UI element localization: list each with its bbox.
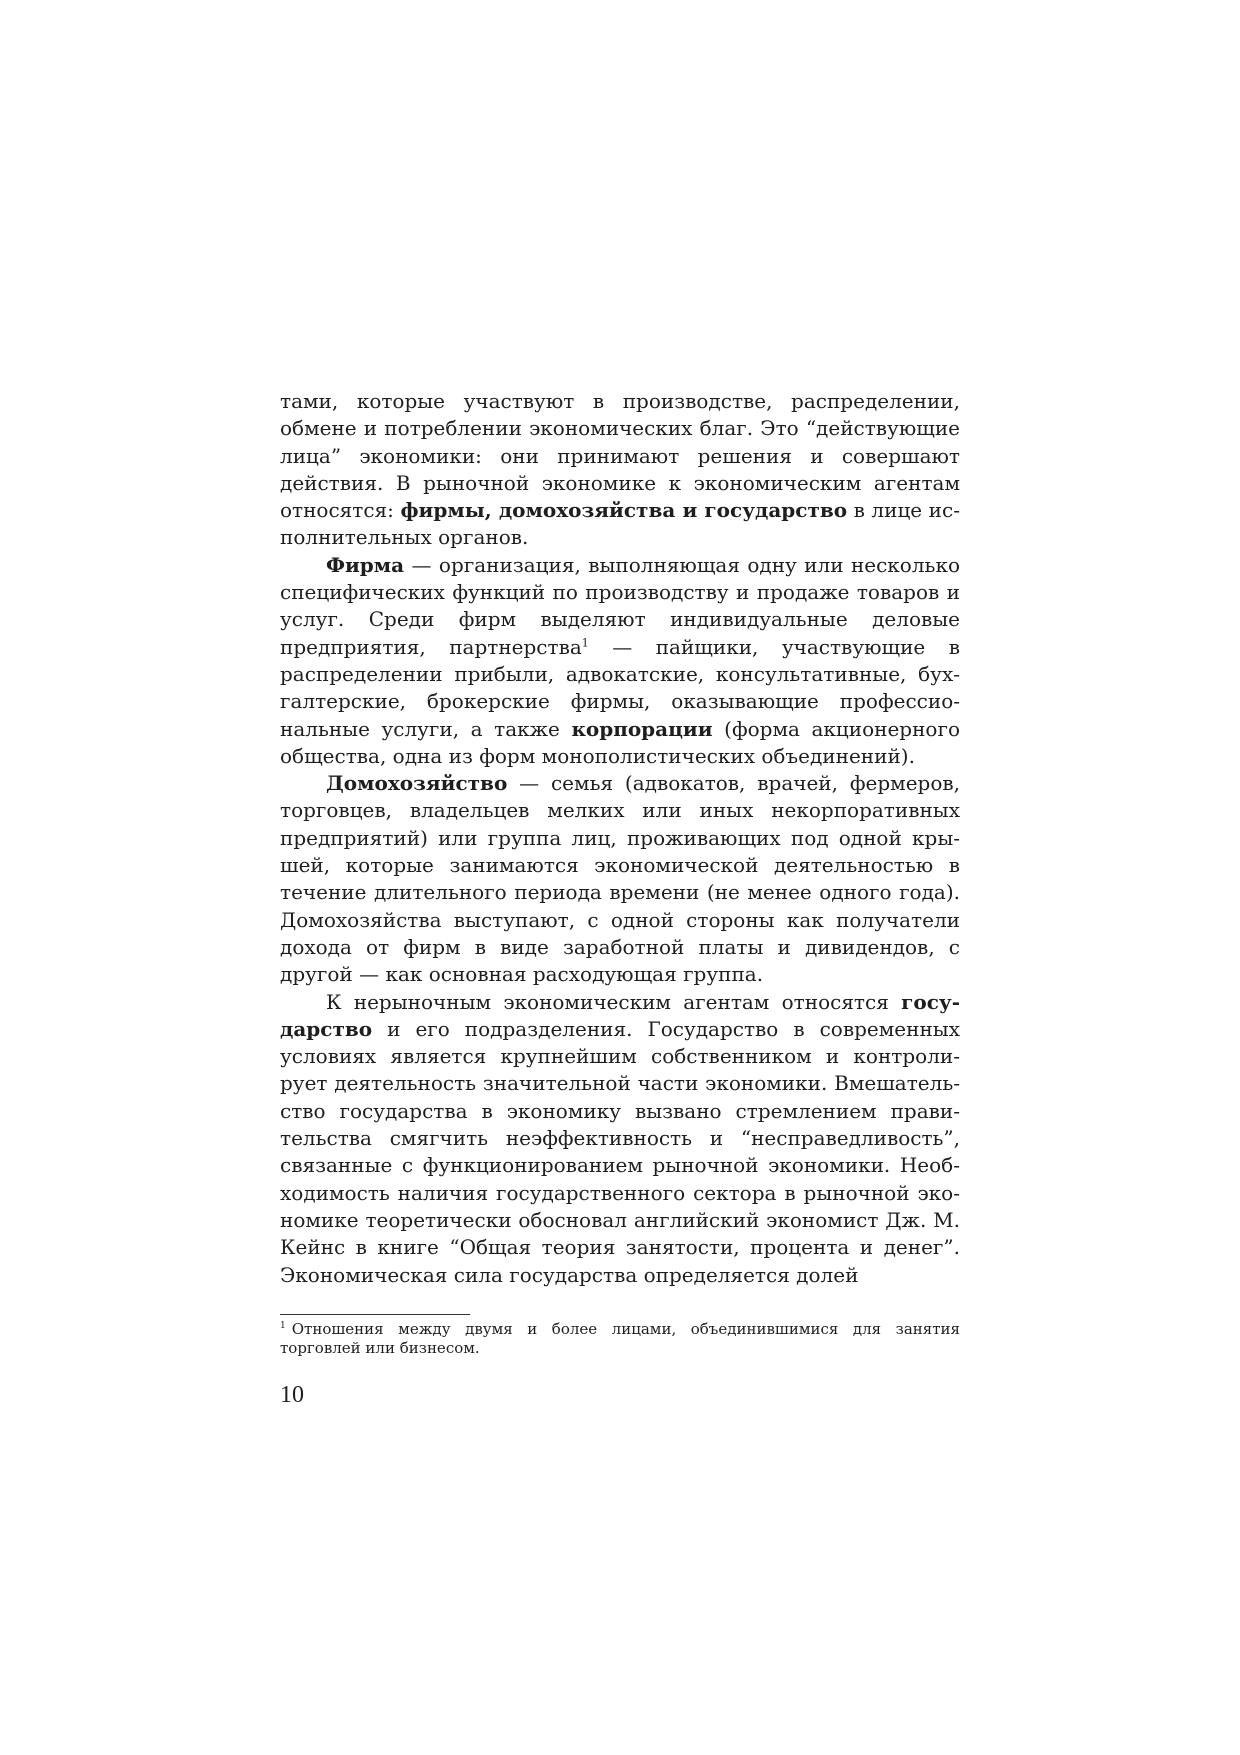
footnote-number: 1 [280,1321,286,1331]
footnote [280,1320,960,1358]
body-text [280,388,960,1289]
paragraph-household: Домохозяйство — семья (адвокатов, врачей, фермеров, торговцев, владельцев мелких или иных некорпоративных предприятий) или группа лиц, проживающих под одной крышей, которые занимаются экономической деятельностью в течение длительного периода времени (не менее одного года). Домохозяйства выступают, с одной стороны как получатели дохода от фирм в виде заработной платы и дивидендов, с другой — как основная расходующая группа. [280,771,960,987]
footnote-reference: 1 [581,636,589,650]
paragraph-state: К нерыночным экономическим агентам относятся государство и его подразделения. Государство в современных условиях является крупнейшим собственником и контролирует деятельность значительной части экономики. Вмешательство государства в экономику вызвано стремлением правительства смягчить неэффективность и “несправедливость”, связанные с функционированием рыночной экономики. Необходимость наличия государственного сектора в рыночной экономике теоретически обосновал английский экономист Дж. М. Кейнс в книге “Общая теория занятости, процента и денег”. Экономическая сила государства определяется долей [280,989,960,1287]
paragraph-firm: Фирма — организация, выполняющая одну или несколько специфических функций по производству и продаже товаров и услуг. Среди фирм выделяют индивидуальные деловые предприятия, партнерства$^1$ — пайщики, участвующие в распределении прибыли, адвокатские, консультативные, бухгалтерские, брокерские фирмы, оказывающие профессиональные услуги, а также корпорации (форма акционерного общества, одна из форм монополистических объединений). [280,552,960,768]
page-number: 10 [280,1382,304,1408]
term-corporations: корпорации [571,716,713,741]
term-state: государство [280,989,960,1041]
footnote-text: Отношения между двумя и более лицами, объединившимися для занятия торговлей или бизнесом. [280,1320,960,1357]
term-firms-households-state: фирмы, домохозяйства и государство [400,498,848,523]
term-household: Домохозяйство [326,771,508,796]
term-firm: Фирма [326,552,405,577]
footnote-divider [280,1314,470,1315]
paragraph-economic-agents: тами, которые участвуют в производстве, распределении, обмене и потреблении экономических благ. Это “действующие лица” экономики: они принимают решения и совершают действия. В рыночной экономике к экономическим агентам относятся: фирмы, домохозяйства и государство в лице исполнительных органов. [280,389,960,550]
